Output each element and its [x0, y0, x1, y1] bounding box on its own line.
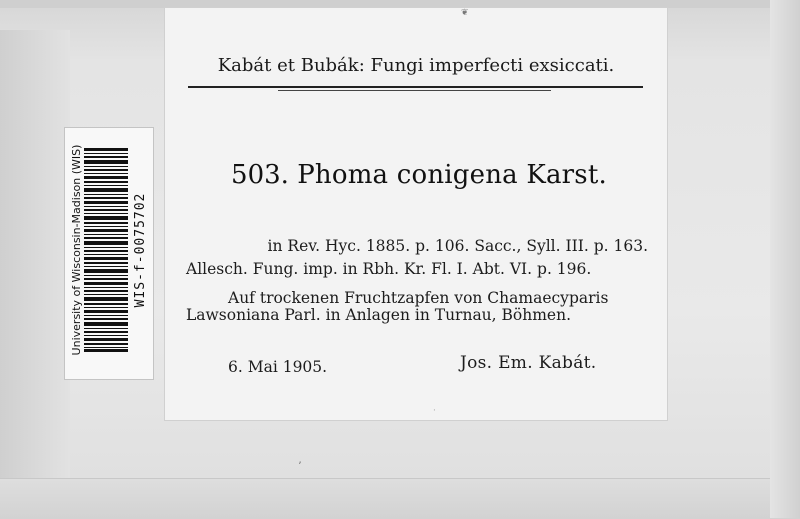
- barcode-icon: [84, 148, 128, 352]
- envelope-bottom-flap: [0, 478, 800, 519]
- species-name: Phoma conigena Karst.: [297, 160, 607, 190]
- envelope-right-edge: [770, 0, 800, 518]
- header-rule: [188, 86, 643, 88]
- collection-date: 6. Mai 1905.: [228, 358, 328, 376]
- envelope-mark: ʼ: [298, 461, 302, 472]
- header-rule-secondary: [278, 90, 551, 91]
- barcode-institution-text: University of Wisconsin-Madison (WIS): [70, 144, 83, 356]
- paper-speck: ·: [433, 406, 436, 416]
- habitat-line-2: Lawsoniana Parl. in Anlagen in Turnau, Böhmen.: [186, 306, 572, 324]
- reference-line-2: Allesch. Fung. imp. in Rbh. Kr. Fl. I. Abt. VI. p. 196.: [186, 260, 592, 278]
- pin-mark-icon: ❦: [461, 8, 469, 18]
- label-header: Kabát et Bubák: Fungi imperfecti exsiccati.: [217, 55, 615, 76]
- reference-line-1: in Rev. Hyc. 1885. p. 106. Sacc., Syll. III. p. 163.: [267, 237, 648, 255]
- envelope-left-flap: [0, 30, 70, 510]
- barcode-catalog-number: WIS-f-0075702: [133, 192, 148, 308]
- species-title: 503. Phoma conigena Karst.: [231, 160, 607, 190]
- collector-name: Jos. Em. Kabát.: [460, 353, 597, 373]
- exsiccata-number: 503: [231, 160, 281, 190]
- envelope-top-edge: [0, 0, 800, 8]
- habitat-line-1: Auf trockenen Fruchtzapfen von Chamaecyparis: [228, 289, 609, 307]
